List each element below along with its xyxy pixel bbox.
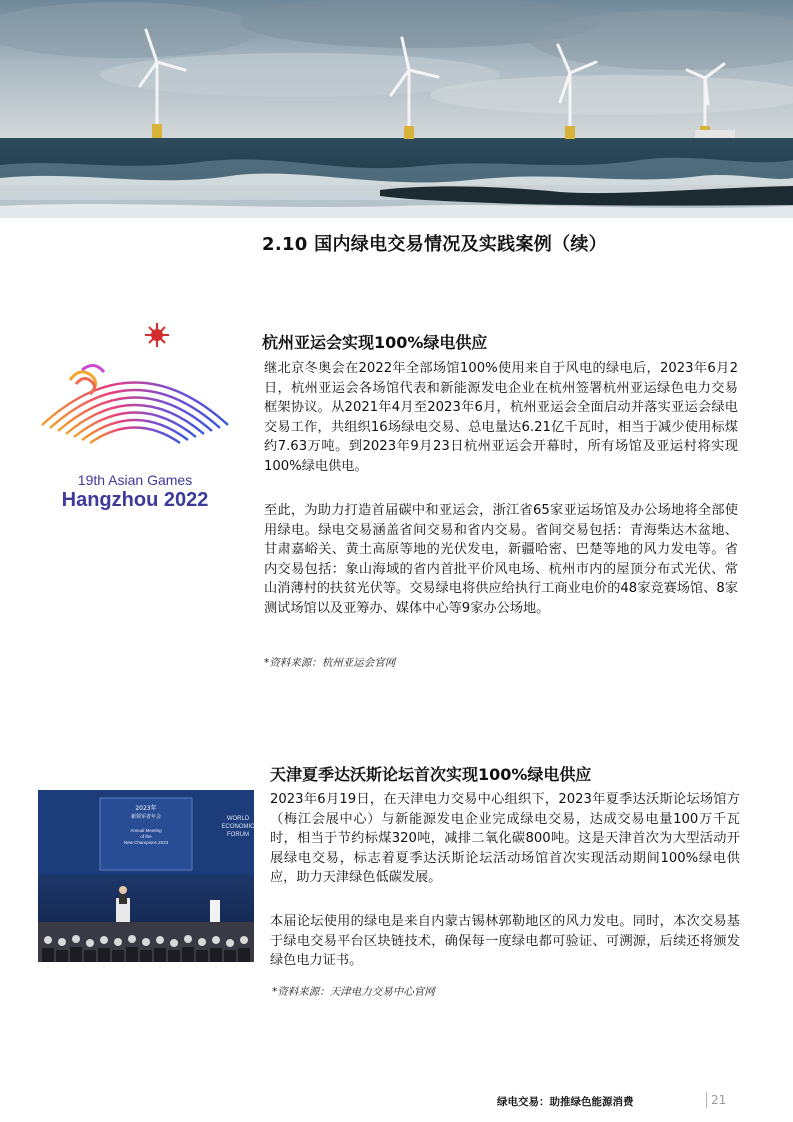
- case1-paragraph1: 继北京冬奥会在2022年全部场馆100%使用来自于风电的绿电后，2023年6月2日，杭州亚运会各场馆代表和新能源发电企业在杭州签署杭州亚运绿色电力交易框架协议。从2021年4月至2023年6月，杭州亚运会全面启动并落实亚运会绿电交易工作，共组织16场绿电交易、总电量达6.21亿千瓦时，相当于减少使用标煤约7.63万吨。到2023年9月23日杭州亚运会开幕时，所有场馆及亚运村将实现100%绿电供电。: [264, 361, 738, 474]
- case2-title: 天津夏季达沃斯论坛首次实现100%绿电供应: [270, 765, 592, 784]
- wef-line1: WORLD: [226, 816, 250, 822]
- case1-source: *资料来源：杭州亚运会官网: [264, 657, 396, 669]
- footer-title: 绿电交易：助推绿色能源消费: [497, 1096, 634, 1108]
- davos-forum-photo: [38, 790, 254, 962]
- wef-line2: ECONOMIC: [221, 824, 254, 830]
- forum-stage-illustration: [38, 790, 254, 962]
- logo-line1: 19th Asian Games: [77, 472, 193, 488]
- wef-line3: FORUM: [227, 832, 249, 838]
- wind-turbine-illustration: [0, 0, 793, 218]
- screen-en2: of the: [140, 834, 152, 839]
- case2-paragraph2: 本届论坛使用的绿电是来自内蒙古锡林郭勒地区的风力发电。同时，本次交易基于绿电交易平台区块链技术，确保每一度绿电都可验证、可溯源，后续还将颁发绿色电力证书。: [270, 914, 740, 969]
- footer-divider: [706, 1092, 707, 1108]
- case2-paragraph1: 2023年6月19日，在天津电力交易中心组织下，2023年夏季达沃斯论坛场馆方（梅江会展中心）与新能源发电企业完成绿电交易，达成交易电量100万千瓦时，相当于节约标煤320吨，减排二氧化碳800吨。这是天津首次为大型活动开展绿电交易，标志着夏季达沃斯论坛活动场馆首次实现活动期间100%绿电供应，助力天津绿色低碳发展。: [270, 792, 740, 886]
- hangzhou-asian-games-logo: [30, 320, 240, 520]
- hero-wind-turbine-photo: [0, 0, 793, 218]
- case1-paragraph2: 至此，为助力打造首届碳中和亚运会，浙江省65家亚运场馆及办公场地将全部使用绿电。绿电交易涵盖省间交易和省内交易。省间交易包括：青海柴达木盆地、甘肃嘉峪关、黄土高原等地的光伏发电，新疆哈密、巴楚等地的风力发电等。省内交易包括：象山海域的省内首批平价风电场、杭州市内的屋顶分布式光伏、常山消薄村的扶贫光伏等。交易绿电将供应给执行工商业电价的48家竞赛场馆、8家测试场馆以及亚筹办、媒体中心等9家办公场地。: [264, 503, 738, 616]
- asian-games-emblem-icon: [30, 320, 240, 520]
- logo-line2: Hangzhou 2022: [61, 489, 209, 511]
- page-number: 21: [711, 1093, 727, 1107]
- screen-subtitle: 新领军者年会: [130, 814, 162, 820]
- screen-en3: New Champions 2023: [123, 840, 169, 845]
- screen-en1: Annual Meeting: [130, 828, 162, 833]
- case2-source: *资料来源：天津电力交易中心官网: [272, 986, 435, 998]
- case1-title: 杭州亚运会实现100%绿电供应: [262, 333, 488, 352]
- section-heading: 2.10 国内绿电交易情况及实践案例（续）: [262, 234, 607, 255]
- screen-title: 2023年: [135, 805, 157, 812]
